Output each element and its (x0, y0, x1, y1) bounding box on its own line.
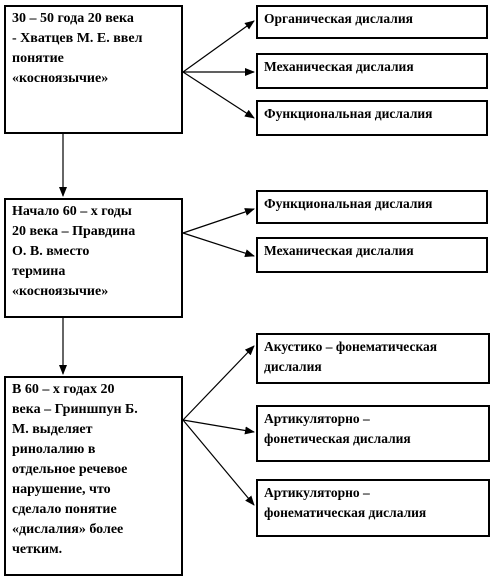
text-line: Артикуляторно – (264, 485, 370, 500)
text-line: «косноязычие» (12, 71, 109, 86)
left-box-2 (4, 198, 183, 318)
right-box-3 (256, 100, 488, 136)
text-line: «косноязычие» (12, 284, 109, 299)
left-box-2-text (12, 202, 175, 302)
left-box-3 (4, 376, 183, 576)
text-line: О. В. вместо (12, 244, 90, 259)
right-box-4-text (264, 194, 480, 214)
arrow-3-2 (183, 420, 254, 432)
text-line: отдельное речевое (12, 462, 128, 477)
text-line: Акустико – фонематическая (264, 339, 438, 354)
right-box-3-text (264, 104, 480, 124)
text-line: термина (12, 264, 66, 279)
text-line: Функциональная дислалия (264, 106, 433, 121)
text-line: «дислалия» более (12, 522, 124, 537)
arrow-1-3 (183, 72, 254, 118)
arrow-1-1 (183, 21, 254, 72)
text-line: фонетическая дислалия (264, 431, 411, 446)
left-box-1 (4, 5, 183, 134)
left-box-1-text (12, 9, 175, 89)
text-line: 20 века – Правдина (12, 224, 136, 239)
text-line: сделало понятие (12, 502, 117, 517)
text-line: фонематическая дислалия (264, 505, 427, 520)
right-box-2-text (264, 57, 480, 77)
left-box-3-text (12, 380, 175, 560)
text-line: - Хватцев М. Е. ввел (12, 31, 143, 46)
right-box-6-text (264, 337, 482, 377)
right-box-7-text (264, 409, 482, 449)
text-line: нарушение, что (12, 482, 111, 497)
right-box-8 (256, 479, 490, 537)
arrow-2-1 (183, 209, 254, 233)
right-box-5 (256, 237, 488, 273)
right-box-1 (256, 5, 488, 39)
arrow-3-3 (183, 420, 254, 505)
text-line: В 60 – х годах 20 (12, 382, 115, 397)
right-box-7 (256, 405, 490, 462)
right-box-5-text (264, 241, 480, 261)
right-box-4 (256, 190, 488, 224)
right-box-2 (256, 53, 488, 89)
text-line: понятие (12, 51, 64, 66)
text-line: М. выделяет (12, 422, 93, 437)
arrow-3-1 (183, 346, 254, 420)
text-line: Функциональная дислалия (264, 196, 433, 211)
text-line: Артикуляторно – (264, 411, 370, 426)
arrow-2-2 (183, 233, 254, 256)
text-line: 30 – 50 года 20 века (12, 11, 134, 26)
right-box-6 (256, 333, 490, 384)
right-box-8-text (264, 483, 482, 523)
text-line: Органическая дислалия (264, 11, 413, 26)
text-line: Механическая дислалия (264, 59, 414, 74)
text-line: дислалия (264, 359, 322, 374)
right-box-1-text (264, 9, 480, 29)
text-line: Механическая дислалия (264, 243, 414, 258)
text-line: четким. (12, 542, 63, 557)
text-line: ринолалию в (12, 442, 96, 457)
text-line: Начало 60 – х годы (12, 204, 132, 219)
text-line: века – Гриншпун Б. (12, 402, 138, 417)
